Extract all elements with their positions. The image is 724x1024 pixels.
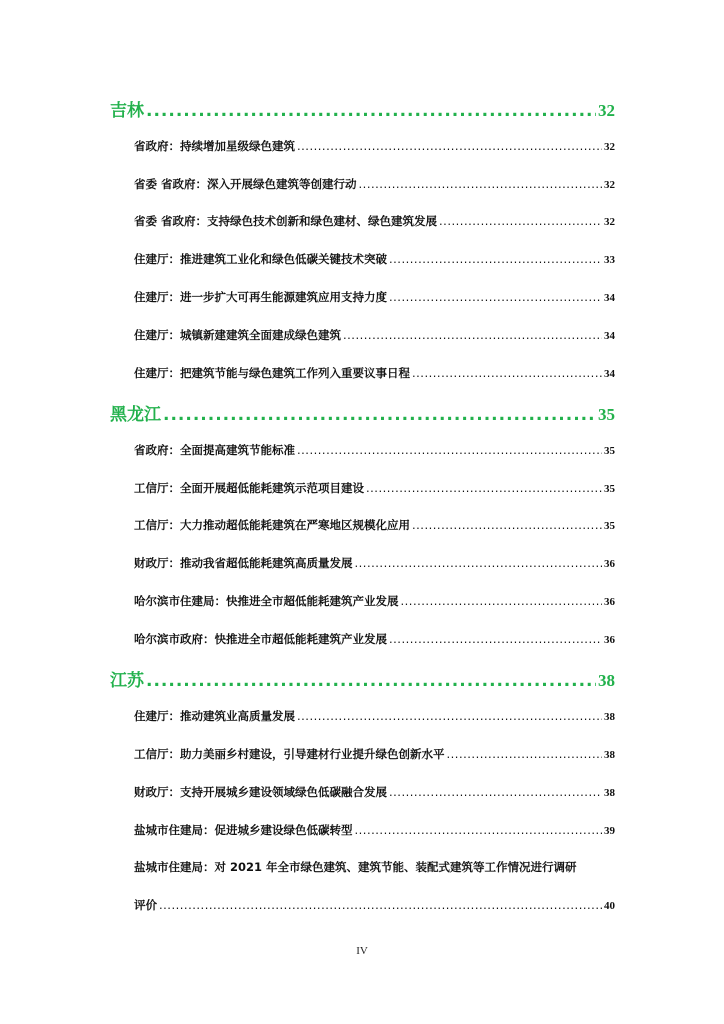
dot-leader	[343, 328, 602, 342]
dot-leader	[389, 785, 602, 799]
toc-entry[interactable]	[134, 138, 615, 154]
toc-entry[interactable]	[134, 822, 615, 838]
dot-leader	[439, 214, 602, 228]
toc-entry[interactable]	[134, 442, 615, 458]
entry-title: 盐城市住建局：促进城乡建设绿色低碳转型	[134, 823, 353, 837]
toc-section-heilongjiang[interactable]	[110, 400, 615, 425]
entry-title: 工信厅：全面开展超低能耗建筑示范项目建设	[134, 481, 364, 495]
entry-title: 住建厅：进一步扩大可再生能源建筑应用支持力度	[134, 290, 387, 304]
toc-entry[interactable]	[134, 708, 615, 724]
entry-page: 40	[604, 900, 615, 912]
entry-page: 34	[604, 330, 615, 342]
section-title: 江苏	[110, 671, 144, 691]
toc-entry[interactable]	[134, 213, 615, 229]
toc-entry[interactable]	[134, 593, 615, 609]
dot-leader	[146, 671, 596, 691]
entry-title: 工信厅：大力推动超低能耗建筑在严寒地区规模化应用	[134, 518, 410, 532]
entry-page: 38	[604, 749, 615, 761]
section-page: 32	[598, 101, 615, 120]
dot-leader	[297, 443, 602, 457]
entry-title: 评价	[134, 898, 157, 912]
entry-title: 工信厅：助力美丽乡村建设，引导建材行业提升绿色创新水平	[134, 747, 445, 761]
entry-page: 34	[604, 292, 615, 304]
dot-leader	[389, 632, 602, 646]
entry-page: 36	[604, 634, 615, 646]
entry-title: 省政府：全面提高建筑节能标准	[134, 443, 295, 457]
dot-leader	[412, 366, 602, 380]
entry-title: 住建厅：城镇新建建筑全面建成绿色建筑	[134, 328, 341, 342]
toc-entry[interactable]	[134, 480, 615, 496]
section-title: 黑龙江	[110, 405, 161, 425]
entry-title: 省政府：持续增加星级绿色建筑	[134, 139, 295, 153]
entry-title: 哈尔滨市住建局：快推进全市超低能耗建筑产业发展	[134, 594, 399, 608]
toc-entry[interactable]	[134, 251, 615, 267]
toc-entry-wrapped-line2[interactable]	[134, 897, 615, 913]
entry-page: 34	[604, 368, 615, 380]
toc-section-jiangsu[interactable]	[110, 666, 615, 691]
dot-leader	[389, 252, 602, 266]
entry-page: 33	[604, 254, 615, 266]
dot-leader	[297, 709, 602, 723]
entry-page: 39	[604, 825, 615, 837]
toc-section-jilin[interactable]	[110, 96, 615, 121]
toc-entry[interactable]	[134, 631, 615, 647]
dot-leader	[412, 518, 602, 532]
entry-page: 32	[604, 179, 615, 191]
dot-leader	[146, 101, 596, 121]
toc-entry[interactable]	[134, 555, 615, 571]
entry-title: 财政厅：推动我省超低能耗建筑高质量发展	[134, 556, 353, 570]
entry-page: 35	[604, 483, 615, 495]
entry-title: 哈尔滨市政府：快推进全市超低能耗建筑产业发展	[134, 632, 387, 646]
entry-page: 38	[604, 787, 615, 799]
entry-page: 35	[604, 445, 615, 457]
entry-page: 32	[604, 141, 615, 153]
page-number-footer: IV	[356, 945, 368, 957]
entry-page: 36	[604, 558, 615, 570]
entry-title: 住建厅：推进建筑工业化和绿色低碳关键技术突破	[134, 252, 387, 266]
dot-leader	[355, 556, 603, 570]
dot-leader	[355, 823, 603, 837]
entry-title: 财政厅：支持开展城乡建设领域绿色低碳融合发展	[134, 785, 387, 799]
entry-page: 32	[604, 216, 615, 228]
toc-entry[interactable]	[134, 289, 615, 305]
entry-page: 38	[604, 711, 615, 723]
entry-page: 35	[604, 520, 615, 532]
entry-title: 省委 省政府：支持绿色技术创新和绿色建材、绿色建筑发展	[134, 214, 438, 228]
toc-entry[interactable]	[134, 517, 615, 533]
dot-leader	[159, 898, 602, 912]
dot-leader	[366, 481, 602, 495]
entry-title: 住建厅：推动建筑业高质量发展	[134, 709, 295, 723]
dot-leader	[297, 139, 602, 153]
toc-entry[interactable]	[134, 746, 615, 762]
toc-entry[interactable]	[134, 327, 615, 343]
section-title: 吉林	[110, 101, 144, 121]
dot-leader	[389, 290, 602, 304]
toc-entry[interactable]	[134, 784, 615, 800]
toc-entry[interactable]	[134, 365, 615, 381]
dot-leader	[401, 594, 603, 608]
dot-leader	[163, 405, 596, 425]
toc-entry-wrapped-line1[interactable]: 盐城市住建局：对 2021 年全市绿色建筑、建筑节能、装配式建筑等工作情况进行调研	[134, 860, 577, 874]
dot-leader	[447, 747, 603, 761]
section-page: 35	[598, 405, 615, 424]
section-page: 38	[598, 671, 615, 690]
dot-leader	[359, 177, 602, 191]
entry-page: 36	[604, 596, 615, 608]
entry-title: 省委 省政府：深入开展绿色建筑等创建行动	[134, 177, 357, 191]
entry-title: 住建厅：把建筑节能与绿色建筑工作列入重要议事日程	[134, 366, 410, 380]
toc-entry[interactable]	[134, 176, 615, 192]
